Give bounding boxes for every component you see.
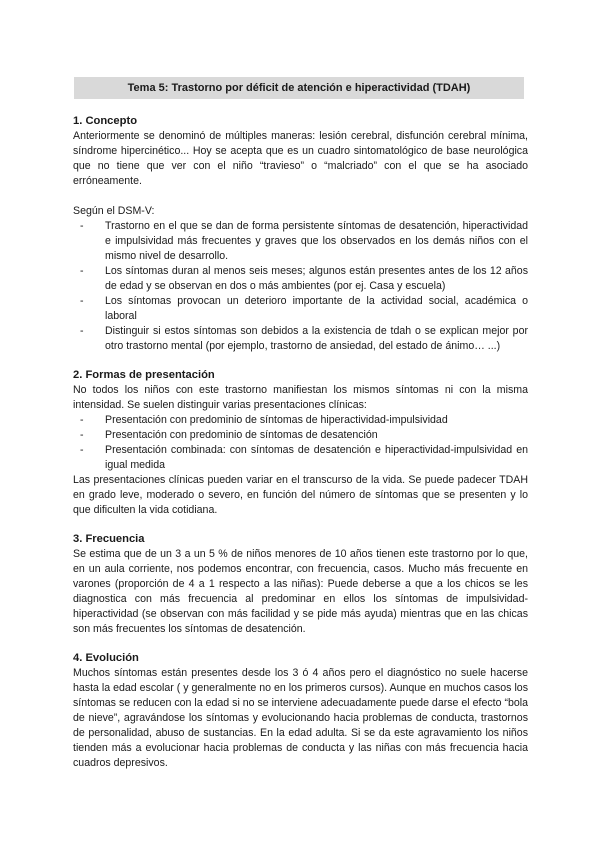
list-item: - Los síntomas duran al menos seis meses; algunos están presentes antes de los 12 años de edad y se observan en dos o más ambientes (por ej. Casa y escuela) [105, 264, 528, 294]
list-item: - Presentación combinada: con síntomas de desatención e hiperactividad-impulsividad en igual medida [105, 443, 528, 473]
document-title: Tema 5: Trastorno por déficit de atención e hiperactividad (TDAH) [74, 77, 524, 99]
bullet-list [73, 219, 528, 354]
section-heading: 4. Evolución [73, 652, 139, 664]
list-item: - Distinguir si estos síntomas son debidos a la existencia de tdah o se explican mejor por otro trastorno mental (por ejemplo, trastorno de ansiedad, del estado de ánimo… ...) [105, 324, 528, 354]
section-heading: 1. Concepto [73, 115, 138, 127]
section-outro: Las presentaciones clínicas pueden variar en el transcurso de la vida. Se puede padecer TDAH en grado leve, moderado o severo, en función del número de síntomas que se presenten y lo que dificulten la vida cotidiana. [73, 474, 528, 516]
section-heading: 2. Formas de presentación [73, 369, 215, 381]
section-intro: Anteriormente se denominó de múltiples maneras: lesión cerebral, disfunción cerebral mínima, síndrome hipercinético... Hoy se acepta que es un cuadro sintomatológico de base neurológica que no tiene que ver con el niño “travieso” o “malcriado” con el que se ha asociado erróneamente. [73, 130, 528, 187]
list-item: - Presentación con predominio de síntomas de desatención [105, 428, 528, 443]
section-lead: Según el DSM-V: [73, 205, 155, 217]
section-heading: 3. Frecuencia [73, 533, 145, 545]
section-formas [73, 368, 528, 518]
list-item: - Presentación con predominio de síntomas de hiperactividad-impulsividad [105, 413, 528, 428]
section-body: Se estima que de un 3 a un 5 % de niños menores de 10 años tienen este trastorno por lo que, en un aula corriente, nos podemos encontrar, con frecuencia, casos. Mucho más frecuente en varones (proporción de 4 a 1 respecto a las niñas): Puede deberse a que a los chicos se les diagnostica con más frecuencia al predominar en ellos los síntomas de impulsividad-hiperactividad (se observan con más facilidad y se pide más ayuda) mientras que en las chicas son más frecuentes los síntomas de desatención. [73, 548, 528, 635]
section-evolucion [73, 651, 528, 771]
section-frecuencia [73, 532, 528, 637]
section-concepto [73, 114, 528, 354]
section-body: Muchos síntomas están presentes desde los 3 ó 4 años pero el diagnóstico no suele hacerse hasta la edad escolar ( y generalmente no en los primeros cursos). Aunque en muchos casos los síntomas se reducen con la edad si no se interviene adecuadamente puede darse el efecto “bola de nieve”, agravándose los síntomas y evolucionando hacia problemas de conducta, trastornos de personalidad, abuso de sustancias. En la edad adulta. Si se da este agravamiento los niños tienden más a evolucionar hacia problemas de conducta y las niñas con más frecuencia hacia cuadros depresivos. [73, 667, 528, 769]
list-item: - Los síntomas provocan un deterioro importante de la actividad social, académica o laboral [105, 294, 528, 324]
document-body [73, 114, 528, 771]
list-item: - Trastorno en el que se dan de forma persistente síntomas de desatención, hiperactividad e impulsividad más frecuentes y graves que los observados en los demás niños con el mismo nivel de desarrollo. [105, 219, 528, 264]
bullet-list [73, 413, 528, 473]
section-intro: No todos los niños con este trastorno manifiestan los mismos síntomas ni con la misma intensidad. Se suelen distinguir varias presentaciones clínicas: [73, 384, 528, 411]
